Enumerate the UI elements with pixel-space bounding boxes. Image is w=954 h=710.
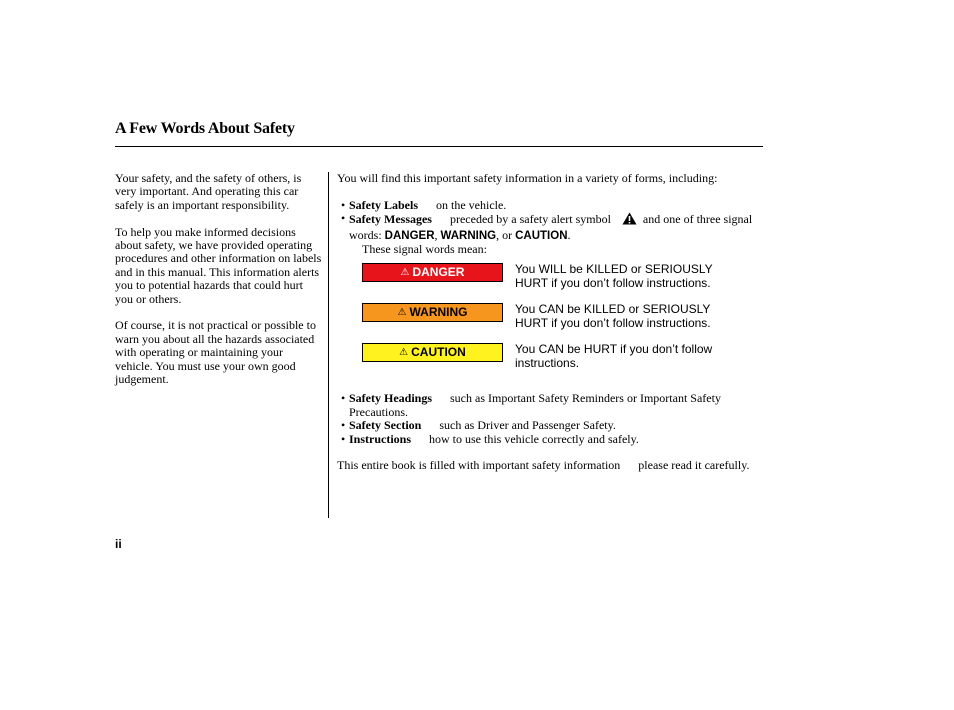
bullet-dot: • (341, 391, 346, 406)
list-item-safety-labels (337, 199, 757, 212)
bullet-dot: • (341, 211, 346, 226)
signal-row-caution (362, 342, 757, 382)
desc-safety-labels: on the vehicle. (436, 197, 507, 212)
closing-text (337, 459, 757, 472)
list-item-safety-section (337, 419, 757, 432)
left-column (115, 172, 322, 400)
left-paragraph-1: Your safety, and the safety of others, is very important. And operating this car safely is an important responsibility. (115, 171, 302, 212)
caution-label: ⚠ CAUTION (362, 343, 503, 362)
bullet-dot: • (341, 418, 346, 433)
term-safety-section: Safety Section (349, 418, 422, 433)
list-item-safety-messages (337, 212, 757, 243)
term-safety-messages: Safety Messages (349, 212, 432, 227)
left-paragraph-3: Of course, it is not practical or possible to warn you about all the hazards associated with operating or maintaining your vehicle. You must use your own good judgement. (115, 318, 316, 387)
column-divider (328, 172, 329, 518)
forms-list-bottom (337, 392, 757, 446)
title-rule (115, 146, 763, 147)
page-title: A Few Words About Safety (115, 120, 295, 137)
right-column (337, 172, 757, 473)
warning-triangle-icon: ⚠ (400, 267, 410, 279)
inline-end: . (567, 227, 571, 242)
inline-danger: DANGER (384, 229, 435, 242)
term-safety-labels: Safety Labels (349, 197, 418, 212)
desc-messages-after-icon: and one of three signal words: (349, 212, 753, 242)
term-safety-headings: Safety Headings (349, 391, 433, 406)
list-item-instructions (337, 433, 757, 446)
page-number: ii (115, 537, 122, 551)
warning-triangle-icon: ⚠ (397, 307, 407, 319)
warning-triangle-icon: ⚠ (399, 347, 409, 359)
bullet-dot: • (341, 197, 346, 212)
bullet-dot: • (341, 431, 346, 446)
list-item-safety-headings (337, 392, 757, 419)
desc-safety-messages: preceded by a safety alert symbol (449, 212, 611, 227)
term-instructions: Instructions (349, 431, 412, 446)
inline-separator: , or (496, 227, 513, 242)
left-paragraph-2: To help you make informed decisions about safety, we have provided operating procedures and other information on labels and in this manual. This information alerts you to potential hazards that could hurt you or others. (115, 224, 322, 306)
caution-description: You CAN be HURT if you don’t follow instructions. (515, 342, 713, 371)
danger-description: You WILL be KILLED or SERIOUSLY HURT if you don’t follow instructions. (515, 262, 713, 291)
signal-row-warning (362, 302, 757, 342)
intro-text: You will find this important safety information in a variety of forms, including: (337, 171, 718, 185)
danger-label: ⚠ DANGER (362, 263, 503, 282)
warning-label: ⚠ WARNING (362, 303, 503, 322)
inline-warning: WARNING (440, 229, 497, 242)
forms-list-top (337, 199, 757, 243)
closing-start: This entire book is filled with important safety information (337, 458, 621, 473)
desc-instructions: how to use this vehicle correctly and safely. (429, 431, 639, 446)
desc-safety-section: such as Driver and Passenger Safety. (439, 418, 616, 433)
signal-words-mean: These signal words mean: (362, 242, 487, 257)
desc-safety-headings: such as Important Safety Reminders or Important Safety Precautions. (349, 391, 721, 419)
signal-word-table (362, 262, 757, 382)
warning-description: You CAN be KILLED or SERIOUSLY HURT if you don’t follow instructions. (515, 302, 711, 331)
closing-end: please read it carefully. (638, 458, 750, 473)
signal-row-danger (362, 262, 757, 302)
inline-caution: CAUTION (515, 229, 568, 242)
safety-alert-symbol-icon (622, 212, 637, 228)
inline-separator: , (434, 227, 438, 242)
